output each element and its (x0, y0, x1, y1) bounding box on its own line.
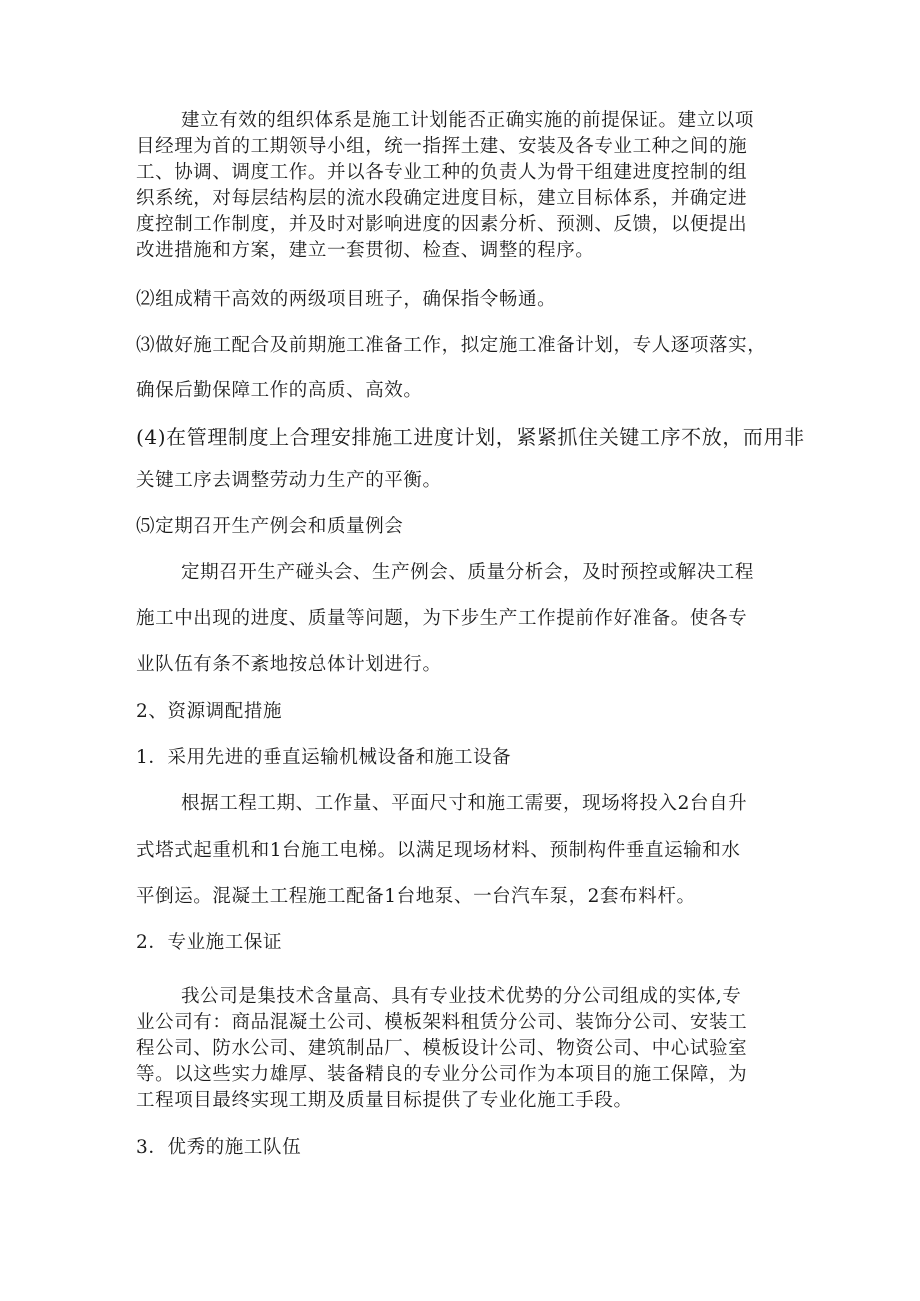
paragraph-line: 业队伍有条不紊地按总体计划进行。 (136, 654, 442, 675)
list-item-4-line: 关键工序去调整劳动力生产的平衡。 (136, 470, 442, 491)
paragraph-line: 式塔式起重机和1台施工电梯。以满足现场材料、预制构件垂直运输和水 (136, 840, 741, 861)
paragraph-line: 改进措施和方案，建立一套贯彻、检查、调整的程序。 (136, 240, 595, 261)
subsection-heading: 3．优秀的施工队伍 (136, 1137, 302, 1158)
list-item-3-line: 确保后勤保障工作的高质、高效。 (136, 380, 423, 401)
paragraph-line: 工程项目最终实现工期及质量目标提供了专业化施工手段。 (136, 1090, 633, 1111)
paragraph-line: 度控制工作制度，并及时对影响进度的因素分析、预测、反馈，以便提出 (136, 214, 748, 235)
paragraph-line: 程公司、防水公司、建筑制品厂、模板设计公司、物资公司、中心试验室 (136, 1038, 748, 1059)
paragraph-line: 定期召开生产碰头会、生产例会、质量分析会，及时预控或解决工程 (181, 562, 755, 583)
paragraph-line: 织系统，对每层结构层的流水段确定进度目标，建立目标体系，并确定进 (136, 188, 748, 209)
list-item-4-line: (4)在管理制度上合理安排施工进度计划，紧紧抓住关键工序不放，而用非 (136, 425, 805, 449)
list-item-3-line: ⑶做好施工配合及前期施工准备工作，拟定施工准备计划，专人逐项落实， (136, 335, 767, 356)
paragraph-line: 建立有效的组织体系是施工计划能否正确实施的前提保证。建立以项 (181, 110, 755, 131)
subsection-heading: 1．采用先进的垂直运输机械设备和施工设备 (136, 747, 512, 768)
paragraph-line: 业公司有：商品混凝土公司、模板架料租赁分公司、装饰分公司、安装工 (136, 1012, 748, 1033)
paragraph-line: 目经理为首的工期领导小组，统一指挥土建、安装及各专业工种之间的施 (136, 136, 748, 157)
list-item-2: ⑵组成精干高效的两级项目班子，确保指令畅通。 (136, 289, 557, 310)
subsection-heading: 2．专业施工保证 (136, 932, 283, 953)
section-heading: 2、资源调配措施 (136, 701, 283, 722)
paragraph-line: 平倒运。混凝土工程施工配备1台地泵、一台汽车泵，2套布料杆。 (136, 886, 696, 907)
paragraph-line: 我公司是集技术含量高、具有专业技术优势的分公司组成的实体,专 (181, 986, 742, 1007)
paragraph-line: 施工中出现的进度、质量等问题，为下步生产工作提前作好准备。使各专 (136, 608, 748, 629)
list-item-5: ⑸定期召开生产例会和质量例会 (136, 516, 404, 537)
paragraph-line: 工、协调、调度工作。并以各专业工种的负责人为骨干组建进度控制的组 (136, 162, 748, 183)
paragraph-line: 根据工程工期、工作量、平面尺寸和施工需要，现场将投入2台自升 (181, 793, 748, 814)
paragraph-line: 等。以这些实力雄厚、装备精良的专业分公司作为本项目的施工保障，为 (136, 1064, 748, 1085)
